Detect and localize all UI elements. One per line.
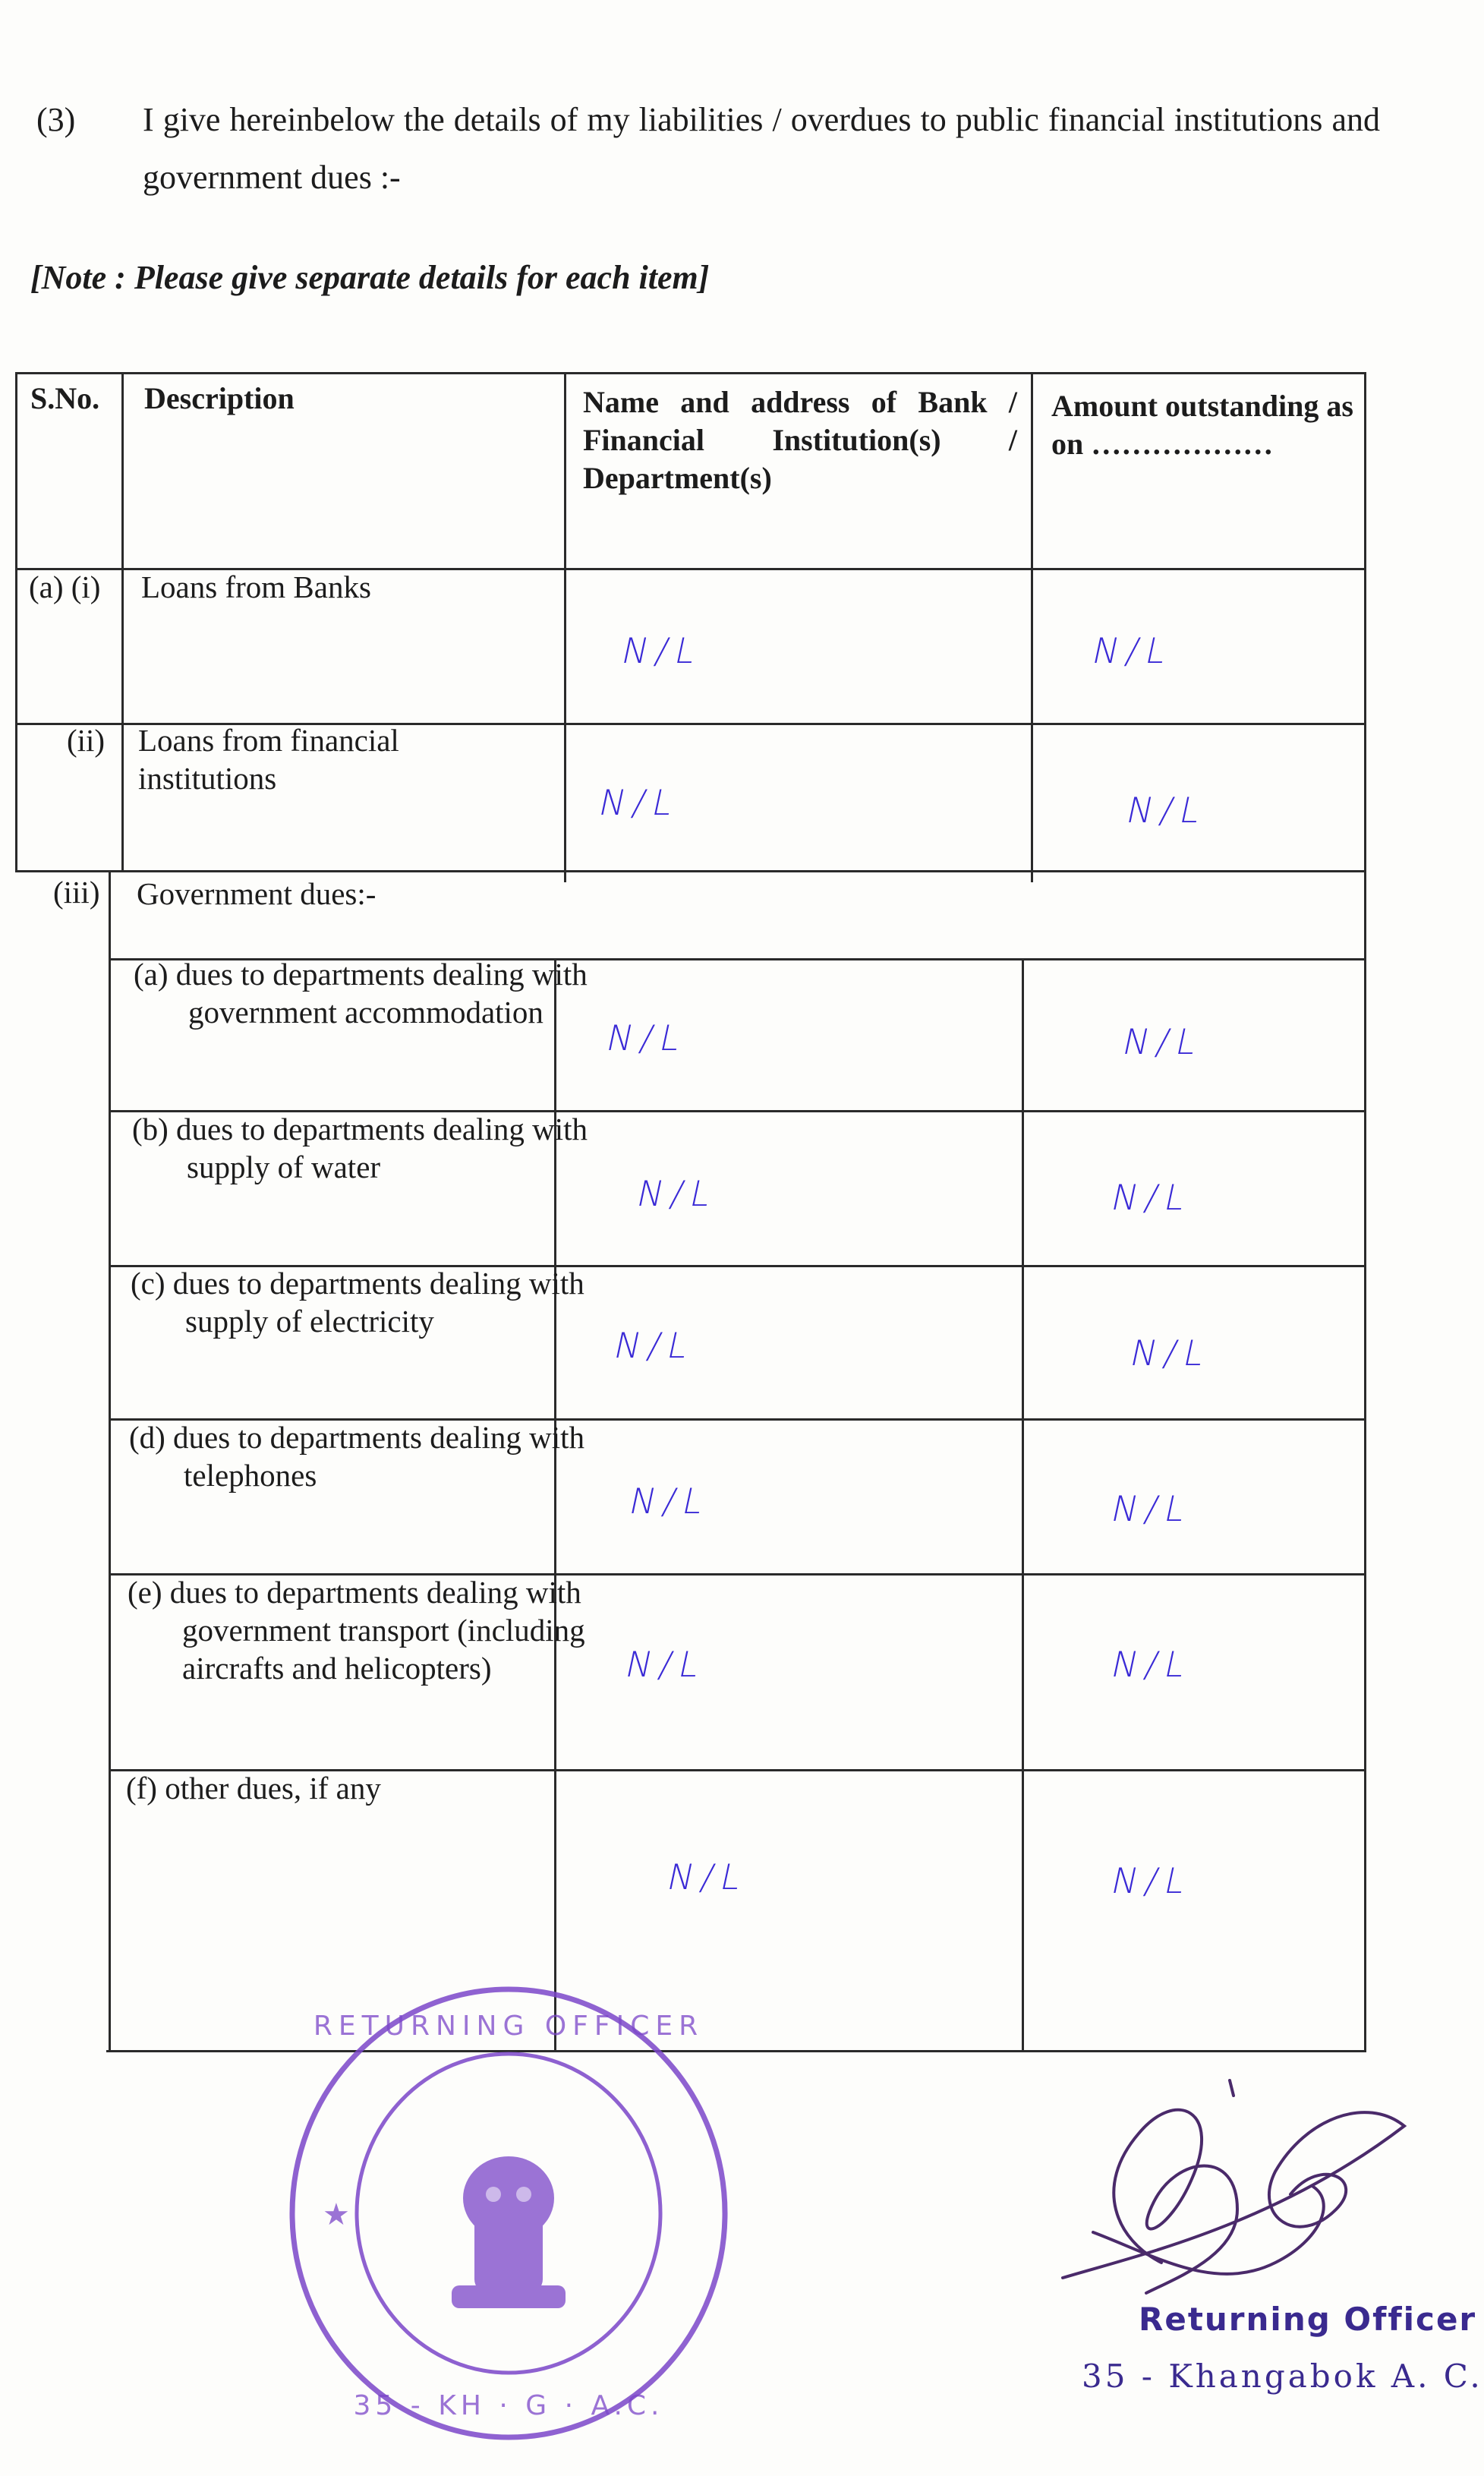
svg-text:35 - KH · G · A.C.: 35 - KH · G · A.C. bbox=[353, 2390, 664, 2421]
header-description: Description bbox=[144, 381, 295, 415]
note-text: [Note : Please give separate details for each item] bbox=[30, 259, 710, 296]
row-amount-value: N/L bbox=[1123, 790, 1212, 831]
row-amount-value: N/L bbox=[1126, 1333, 1216, 1374]
header-amount: Amount outstanding as on ……………… bbox=[1051, 389, 1353, 461]
row-bank-value: N/L bbox=[610, 1325, 700, 1366]
row-bank-value: N/L bbox=[618, 630, 707, 671]
row-bank-value: N/L bbox=[622, 1644, 711, 1685]
row-description: Loans from financial institutions bbox=[138, 723, 399, 796]
row-bank-value: N/L bbox=[663, 1856, 753, 1897]
row-bank-value: N/L bbox=[595, 782, 685, 823]
row-sno: (ii) bbox=[67, 723, 106, 758]
row-amount-value: N/L bbox=[1107, 1488, 1197, 1529]
row-sno: (a) (i) bbox=[29, 569, 101, 604]
returning-officer-title: Returning Officer bbox=[1139, 2301, 1477, 2338]
header-sno: S.No. bbox=[30, 381, 100, 415]
intro-text: I give hereinbelow the details of my liabilities / overdues to public financial institutions and government dues :- bbox=[143, 101, 1380, 196]
row-bank-value: N/L bbox=[603, 1017, 692, 1058]
row-description: (c) dues to departments dealing with supply of electricity bbox=[131, 1266, 584, 1339]
row-description: (f) other dues, if any bbox=[126, 1771, 381, 1806]
official-seal bbox=[281, 1982, 736, 2445]
row-description: (a) dues to departments dealing with government accommodation bbox=[134, 957, 588, 1030]
header-bank: Name and address of Bank / Financial Institution(s) / Department(s) bbox=[583, 385, 1017, 495]
row-description: Loans from Banks bbox=[141, 569, 371, 604]
row-amount-value: N/L bbox=[1119, 1021, 1208, 1062]
signature-scribble bbox=[1048, 2065, 1412, 2323]
row-bank-value: N/L bbox=[625, 1481, 715, 1522]
row-bank-value: N/L bbox=[633, 1173, 723, 1214]
row-description: (b) dues to departments dealing with supply of water bbox=[132, 1112, 588, 1184]
row-amount-value: N/L bbox=[1107, 1860, 1197, 1901]
row-sno: (iii) bbox=[53, 875, 100, 910]
returning-officer-place: 35 - Khangabok A. C. bbox=[1082, 2358, 1483, 2395]
row-amount-value: N/L bbox=[1107, 1177, 1197, 1218]
row-description: (d) dues to departments dealing with telephones bbox=[129, 1420, 585, 1493]
section-number: (3) bbox=[36, 101, 76, 138]
svg-text:RETURNING OFFICER: RETURNING OFFICER bbox=[313, 2011, 704, 2042]
row-amount-value: N/L bbox=[1107, 1644, 1197, 1685]
row-amount-value: N/L bbox=[1089, 630, 1178, 671]
svg-text:★: ★ bbox=[323, 2197, 350, 2232]
row-description: (e) dues to departments dealing with government transport (including aircrafts and helicopters) bbox=[128, 1575, 585, 1686]
row-description: Government dues:- bbox=[137, 876, 377, 911]
